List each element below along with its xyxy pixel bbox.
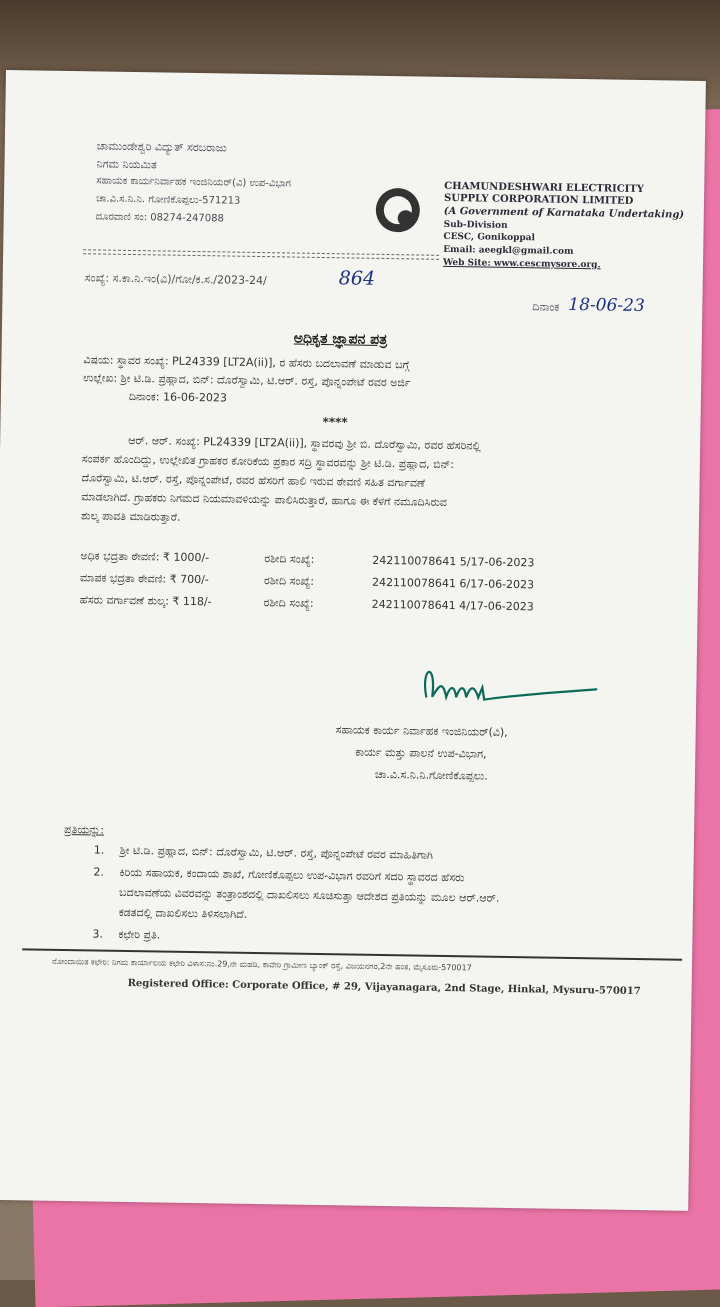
copy-item-number: 3.	[92, 927, 104, 941]
en-org-line1: CHAMUNDESHWARI ELECTRICITY	[444, 180, 645, 196]
en-org-line2: SUPPLY CORPORATION LIMITED	[443, 192, 634, 207]
website-line: Web Site: www.cescmysore.org.	[442, 257, 601, 271]
kn-org-line5: ದೂರವಾಣಿ ಸಂ: 08274-247088	[95, 211, 225, 225]
handwritten-signature	[406, 656, 607, 729]
copy-item-number: 1.	[93, 843, 105, 857]
date-label: ದಿನಾಂಕ	[532, 300, 560, 314]
letter-page	[0, 70, 706, 1211]
copy-item-text: ಶ್ರೀ ಟಿ.ಡಿ. ಪ್ರಹ್ಲಾದ, ಬಿನ್: ದೊರೆಸ್ವಾಮಿ, ಟಿ.ಆರ್. ರಸ್ತೆ, ಪೊನ್ನಂಪೇಟೆ ರವರ ಮಾಹಿತಿಗಾಗಿ	[119, 843, 434, 862]
footer-kannada: ನೋಂದಾಯಿತ ಕಛೇರಿ: ನಿಗಮ ಕಾರ್ಯಾಲಯ ಕಛೇರಿ ವಿಳಾಸ:ನಂ.29,ನೇ ಮಹಡಿ, ಕಾವೇರಿ ಗ್ರಾಮೀಣ ಬ್ಯಾಂಕ್ ರಸ್ತೆ, ವಿಜಯನಗರ,2ನೇ ಹಂತ, ಮೈಸೂರು-570017	[51, 956, 472, 973]
kn-org-line4: ಚಾ.ವಿ.ಸ.ನಿ.ನಿ. ಗೋಣಿಕೊಪ್ಪಲು-571213	[95, 193, 241, 207]
subject-line: ವಿಷಯ: ಸ್ಥಾವರ ಸಂಖ್ಯೆ: PL24339 [LT2A(ii)], ರ ಹೆಸರು ಬದಲಾವಣೆ ಮಾಡುವ ಬಗ್ಗೆ	[83, 353, 410, 372]
email-line: Email: aeegkl@gmail.com	[443, 244, 574, 257]
en-org-line5: CESC, Gonikoppal	[443, 231, 536, 244]
reference-date-line: ದಿನಾಂಕ: 16-06-2023	[128, 389, 228, 405]
body-line: ಆರ್. ಆರ್. ಸಂಖ್ಯೆ: PL24339 [LT2A(ii)], ಸ್ಥಾವರವು ಶ್ರೀ ಬಿ. ದೊರೆಸ್ವಾಮಿ, ರವರ ಹೆಸರಿನಲ್ಲಿ	[128, 433, 481, 453]
copy-item-text: ಕಿರಿಯ ಸಹಾಯಕ, ಕಂದಾಯ ಶಾಖೆ, ಗೋಣಿಕೊಪ್ಪಲು ಉಪ-ವಿಭಾಗ ರವರಿಗೆ ಸದರಿ ಸ್ಥಾವರದ ಹೆಸರು	[119, 865, 465, 885]
receipt-label: ರಶೀದಿ ಸಂಖ್ಯೆ:	[263, 574, 315, 588]
receipt-number: 242110078641 4/17-06-2023	[371, 597, 534, 614]
copy-item-text-cont: ಬದಲಾವಣೆಯ ವಿವರವನ್ನು ತಂತ್ರಾಂಶದಲ್ಲಿ ದಾಖಲಿಸಲು ಸೂಚಿಸುತ್ತಾ ಆದೇಶದ ಪ್ರತಿಯನ್ನು ಮೂಲ ಆರ್.ಆರ್.	[118, 885, 500, 905]
receipt-number: 242110078641 5/17-06-2023	[372, 553, 535, 570]
receipt-number: 242110078641 6/17-06-2023	[371, 575, 535, 592]
signatory-designation: ಸಹಾಯಕ ಕಾರ್ಯ ನಿರ್ವಾಹಕ ಇಂಜಿನಿಯರ್(ವಿ),	[335, 723, 508, 739]
copies-heading: ಪ್ರತಿಯನ್ನು:	[63, 823, 105, 837]
fee-label: ಮಾಪಕ ಭದ್ರತಾ ಠೇವಣಿ: ₹ 700/-	[79, 571, 209, 587]
reference-number: ಸಂಖ್ಯೆ: ಸ.ಕಾ.ನಿ.ಇಂ(ವಿ)/ಗೋ/ಕ.ಸ./2023-24/	[84, 271, 267, 288]
reference-line: ಉಲ್ಲೇಖ: ಶ್ರೀ ಟಿ.ಡಿ. ಪ್ರಹ್ಲಾದ, ಬಿನ್: ದೊರೆಸ್ವಾಮಿ, ಟಿ.ಆರ್. ರಸ್ತೆ, ಪೊನ್ನಂಪೇಟೆ ರವರ ಅರ್ಜಿ	[83, 371, 411, 390]
copy-item-number: 2.	[93, 865, 105, 879]
en-org-line3: (A Government of Karnataka Undertaking)	[443, 205, 685, 221]
fee-label: ಅಧಿಕ ಭದ್ರತಾ ಠೇವಣಿ: ₹ 1000/-	[80, 549, 210, 565]
signatory-office: ಕಾರ್ಯ ಮತ್ತು ಪಾಲನೆ ಉಪ-ವಿಭಾಗ,	[355, 745, 487, 761]
body-line: ಸಂಪರ್ಕ ಹೊಂದಿದ್ದು, ಉಲ್ಲೇಖಿತ ಗ್ರಾಹಕರ ಕೋರಿಕೆಯ ಪ್ರಕಾರ ಸದ್ರಿ ಸ್ಥಾವರವನ್ನು ಶ್ರೀ ಟಿ.ಡಿ. ಪ್ರಹ್ಲಾದ, ಬಿನ್:	[81, 452, 455, 472]
body-line: ದೊರೆಸ್ವಾಮಿ, ಟಿ.ಆರ್. ರಸ್ತೆ, ಪೊನ್ನಂಪೇಟೆ, ರವರ ಹೆಸರಿಗೆ ಹಾಲಿ ಇರುವ ಠೇವಣಿ ಸಹಿತ ವರ್ಗಾವಣೆ	[81, 471, 426, 490]
kn-org-line1: ಚಾಮುಂಡೇಶ್ವರಿ ವಿದ್ಯುತ್ ಸರಬರಾಜು	[96, 139, 227, 155]
copy-item-text-cont: ಕಡತದಲ್ಲಿ ದಾಖಲಿಸಲು ತಿಳಿಸಲಾಗಿದೆ.	[118, 905, 248, 921]
body-line: ಶುಲ್ಕ ಪಾವತಿ ಮಾಡಿರುತ್ತಾರೆ.	[80, 509, 181, 524]
handwritten-ref-no: 864	[338, 267, 376, 290]
separator-stars: ****	[322, 415, 348, 430]
receipt-label: ರಶೀದಿ ಸಂಖ್ಯೆ:	[263, 596, 314, 610]
kn-org-line3: ಸಹಾಯಕ ಕಾರ್ಯನಿರ್ವಾಹಕ ಇಂಜಿನಿಯರ್(ವಿ) ಉಪ-ವಿಭಾಗ	[96, 175, 292, 190]
handwritten-date: 18-06-23	[568, 294, 645, 317]
body-line: ಮಾಡಲಾಗಿದೆ. ಗ್ರಾಹಕರು ನಿಗಮದ ನಿಯಮಾವಳಿಯನ್ನು ಪಾಲಿಸಿರುತ್ತಾರೆ, ಹಾಗೂ ಈ ಕೆಳಗೆ ನಮೂದಿಸಿರುವ	[81, 490, 447, 509]
fee-label: ಹೆಸರು ವರ್ಗಾವಣೆ ಶುಲ್ಕ: ₹ 118/-	[79, 593, 212, 609]
signatory-org: ಚಾ.ವಿ.ಸ.ನಿ.ನಿ.ಗೋಣಿಕೊಪ್ಪಲು.	[374, 767, 488, 783]
cesc-logo-icon	[376, 188, 421, 233]
receipt-label: ರಶೀದಿ ಸಂಖ್ಯೆ:	[264, 552, 315, 566]
footer-english: Registered Office: Corporate Office, # 29, Vijayanagara, 2nd Stage, Hinkal, Mysuru-570017	[127, 978, 641, 998]
en-org-line4: Sub-Division	[443, 219, 508, 231]
copy-item-text: ಕಛೇರಿ ಪ್ರತಿ.	[118, 927, 161, 942]
memo-title: ಅಧಿಕೃತ ಜ್ಞಾಪನ ಪತ್ರ	[293, 330, 388, 349]
kn-org-line2: ನಿಗಮ ನಿಯಮಿತ	[96, 157, 157, 172]
